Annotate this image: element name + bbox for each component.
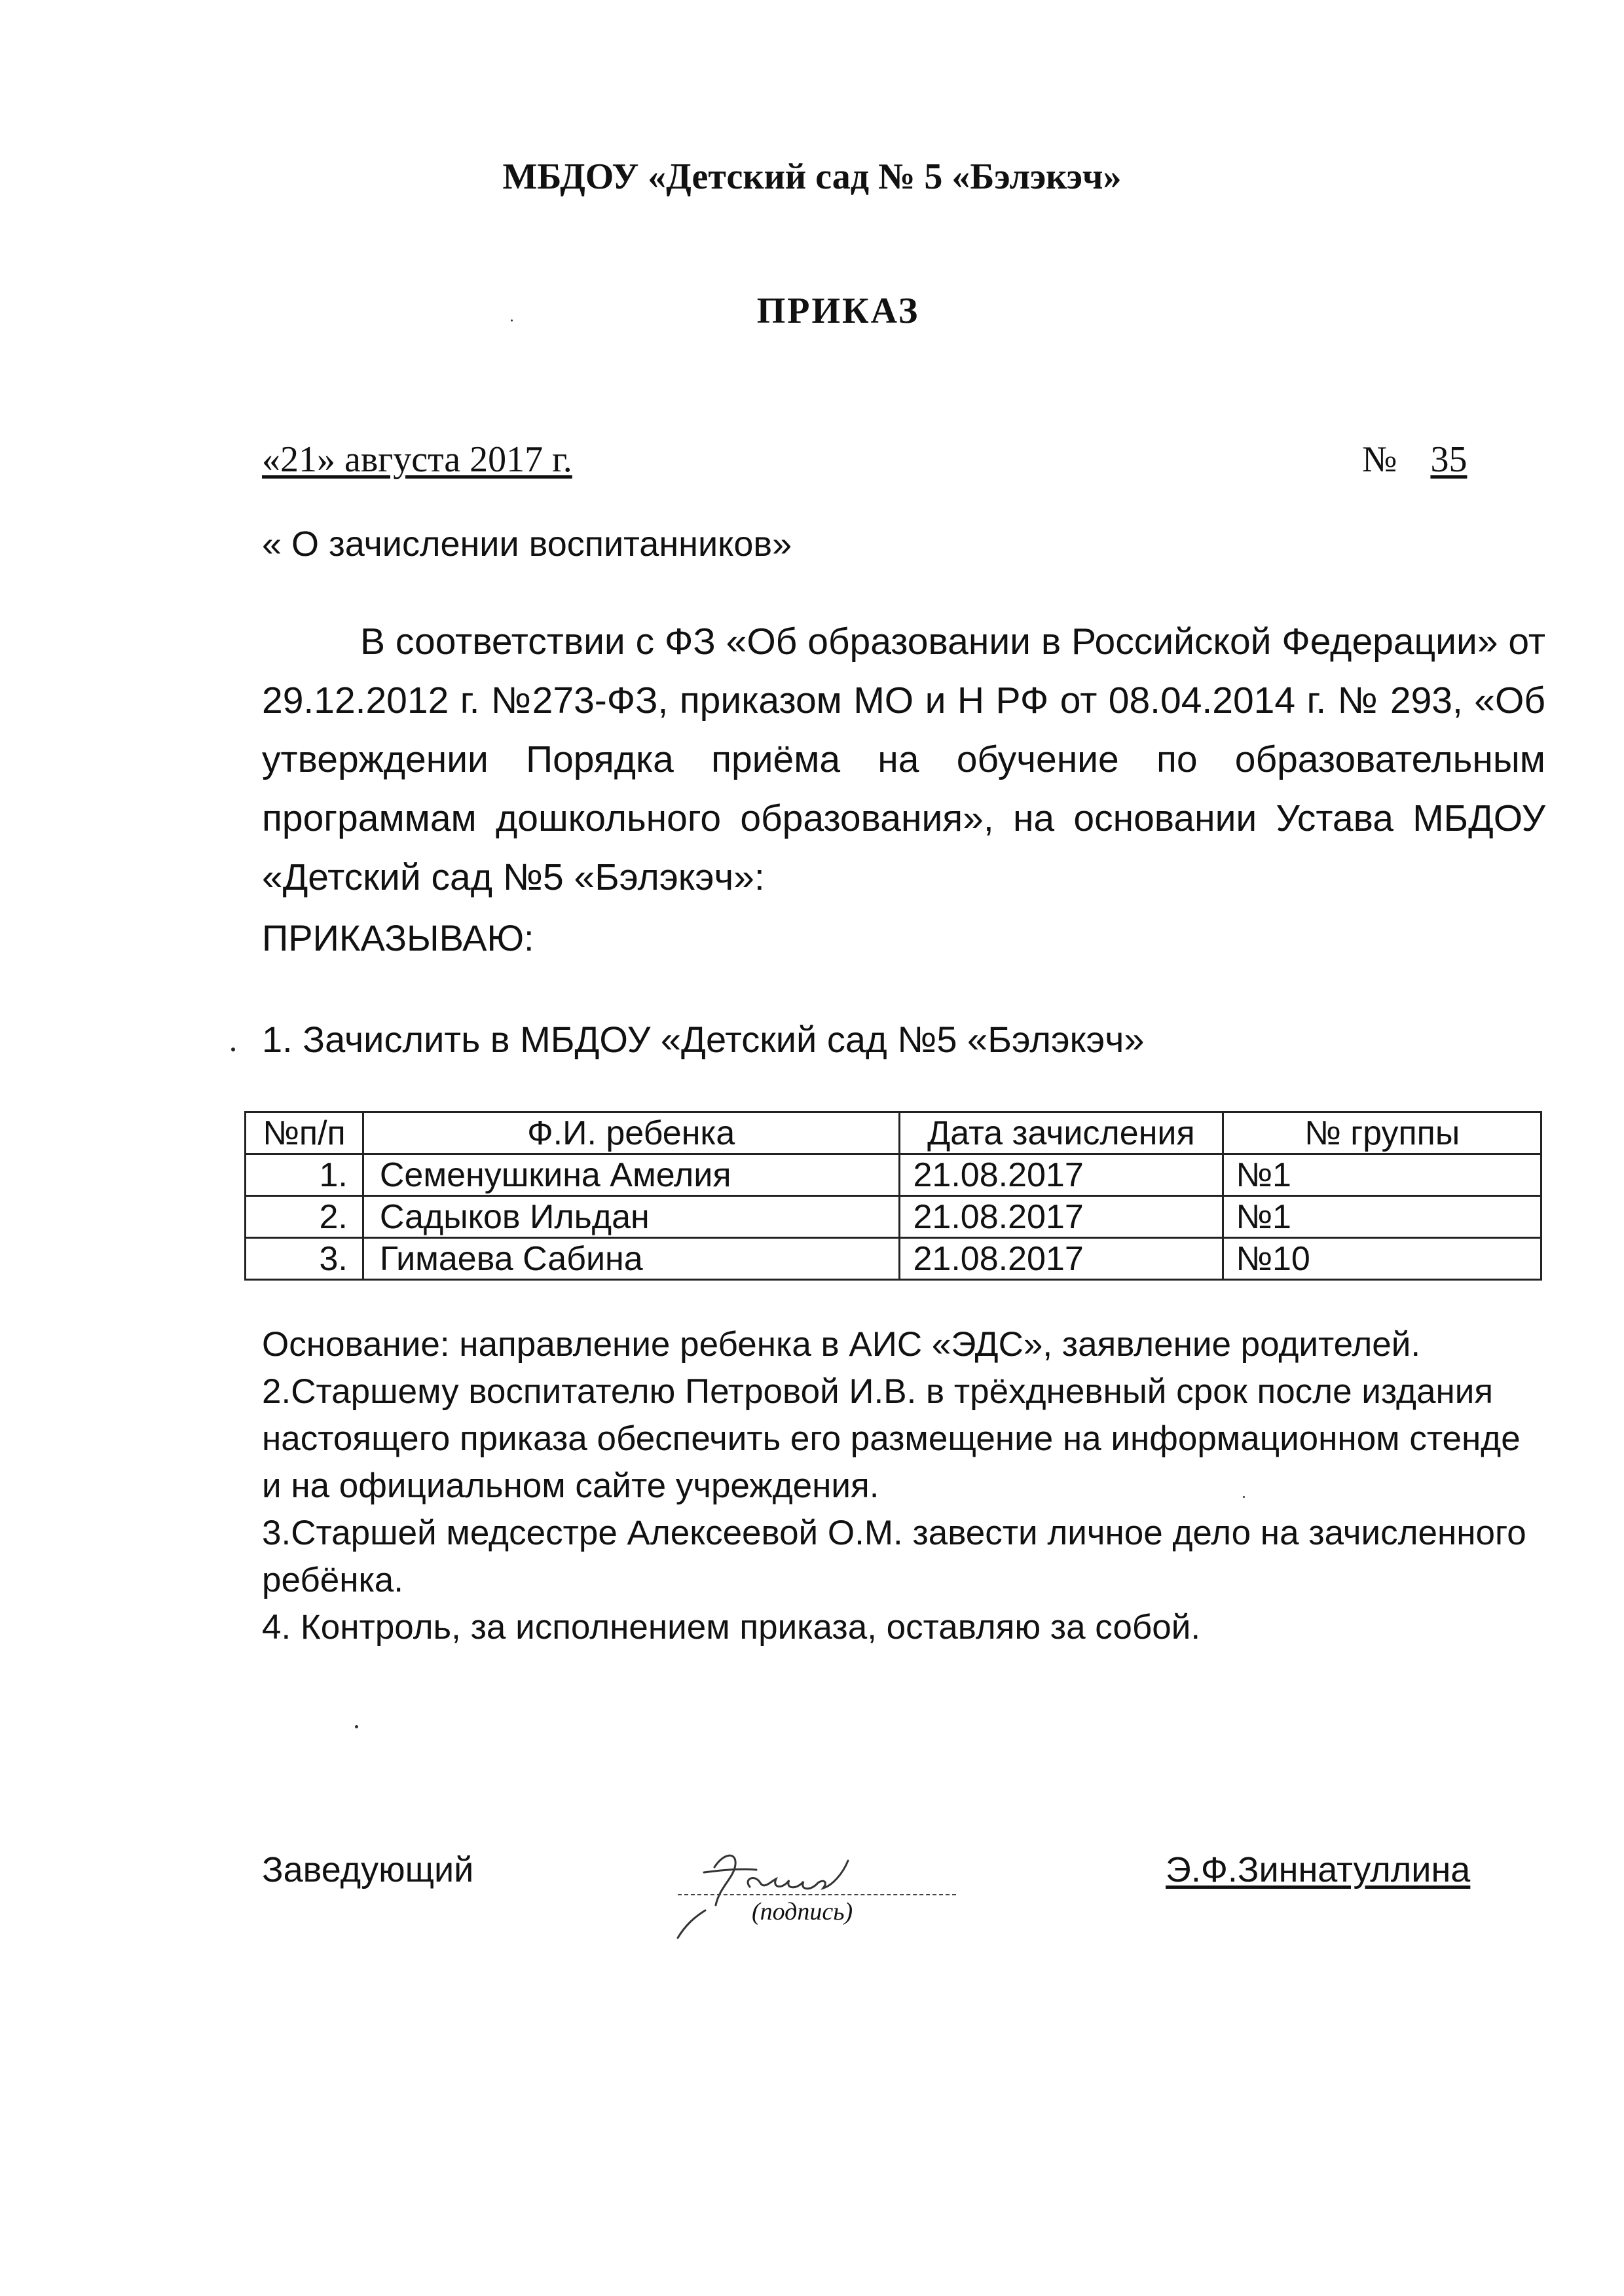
order-date: «21» августа 2017 г. (262, 439, 572, 480)
item-1-text: 1. Зачислить в МБДОУ «Детский сад №5 «Бэлэкэч» (262, 1019, 1145, 1060)
order-number-label: № (1362, 439, 1397, 480)
enrollment-date: 21.08.2017 (899, 1154, 1223, 1196)
item-4-paragraph: 4. Контроль, за исполнением приказа, оставляю за собой. (262, 1608, 1201, 1647)
basis-paragraph: Основание: направление ребенка в АИС «ЭДС», заявление родителей. (262, 1325, 1421, 1364)
order-number-value: 35 (1430, 439, 1467, 480)
scan-speck (231, 1048, 235, 1051)
order-items (262, 1321, 1545, 1651)
order-number (1362, 439, 1491, 481)
order-subject: « О зачислении воспитанников» (262, 524, 792, 564)
enrollment-table (244, 1111, 1542, 1281)
group-number: №1 (1223, 1196, 1541, 1238)
table-header-row (246, 1112, 1541, 1154)
signature-line (678, 1894, 956, 1895)
scan-speck (1243, 1496, 1245, 1498)
scan-speck (355, 1725, 358, 1728)
table-header-cell: №п/п (246, 1112, 363, 1154)
table-header-cell: Ф.И. ребенка (363, 1112, 899, 1154)
organization-title: МБДОУ «Детский сад № 5 «Бэлэкэч» (502, 156, 1122, 197)
child-name: Семенушкина Амелия (363, 1154, 899, 1196)
child-name: Гимаева Сабина (363, 1238, 899, 1280)
table-row (246, 1238, 1541, 1280)
row-number: 3. (246, 1238, 363, 1280)
scan-speck (511, 319, 513, 321)
signatory-name: Э.Ф.Зиннатуллина (1166, 1850, 1471, 1889)
handwritten-signature (652, 1827, 894, 1944)
decree-heading: ПРИКАЗЫВАЮ: (262, 917, 534, 958)
signature-caption: (подпись) (752, 1898, 853, 1925)
table-row (246, 1154, 1541, 1196)
group-number: №10 (1223, 1238, 1541, 1280)
item-3-paragraph: 3.Старшей медсестре Алексеевой О.М. завести личное дело на зачисленного ребёнка. (262, 1514, 1526, 1599)
row-number: 1. (246, 1154, 363, 1196)
row-number: 2. (246, 1196, 363, 1238)
item-2-paragraph: 2.Старшему воспитателю Петровой И.В. в трёхдневный срок после издания настоящего приказа обеспечить его размещение на информационном стенде и на официальном сайте учреждения. (262, 1372, 1521, 1505)
table-header-cell: Дата зачисления (899, 1112, 1223, 1154)
enrollment-date: 21.08.2017 (899, 1238, 1223, 1280)
group-number: №1 (1223, 1154, 1541, 1196)
enrollment-date: 21.08.2017 (899, 1196, 1223, 1238)
document-type-title: ПРИКАЗ (756, 291, 920, 331)
child-name: Садыков Ильдан (363, 1196, 899, 1238)
table-header-cell: № группы (1223, 1112, 1541, 1154)
table-row (246, 1196, 1541, 1238)
signatory-role: Заведующий (262, 1850, 474, 1889)
preamble-paragraph: В соответствии с ФЗ «Об образовании в Российской Федерации» от 29.12.2012 г. №273-ФЗ, приказом МО и Н РФ от 08.04.2014 г. № 293, «Об утверждении Порядка приёма на обучение по образовательным программам дошкольного образования», на основании Устава МБДОУ «Детский сад №5 «Бэлэкэч»: (262, 621, 1545, 898)
